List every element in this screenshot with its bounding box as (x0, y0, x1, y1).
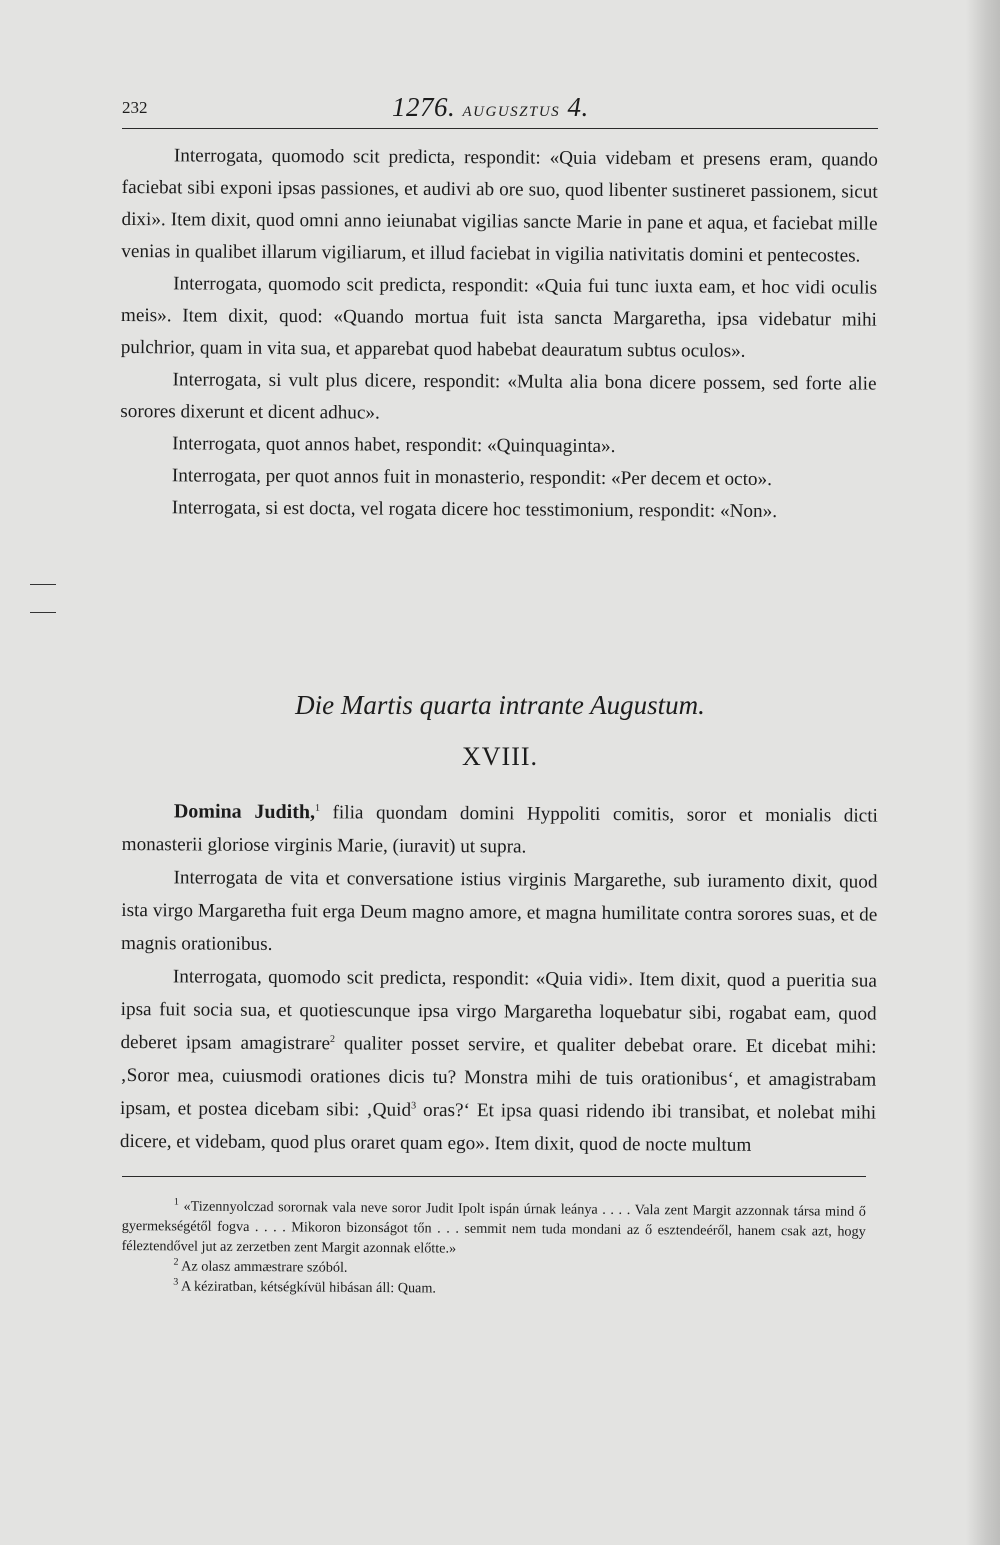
footnote-ref: 1 (315, 802, 321, 814)
running-header (122, 88, 878, 129)
paragraph: Interrogata de vita et conversatione istius virginis Margarethe, sub iuramento dixit, quod ista virgo Margaretha fuit erga Deum magno amore, et magna humilitate contra sorores suas, et de magnis orationibus. (121, 867, 878, 955)
section-date-heading: Die Martis quarta intrante Augustum. (295, 690, 705, 720)
scan-edge-shadow (966, 0, 1000, 1545)
page-number: 232 (122, 98, 148, 117)
footnote-ref: 3 (411, 1100, 417, 1112)
witness-name: Domina Judith, (173, 800, 316, 824)
paragraph-part: qualiter posset servire, et qualiter debebat orare. Et dicebat mihi: ‚Soror mea, cuiusmodi orationes dicis tu? Monstra mihi de tuis orationibus‘, et amagistrabam ipsam, et postea dicebam sibi: ‚Quid (120, 1033, 877, 1121)
paragraph: Interrogata, quomodo scit predicta, respondit: «Quia videbam et presens eram, quando faciebat sibi exponi ipsas passiones, et audivi ab ore suo, quod libenter sustineret passionem, sicut dixi». Item dixit, quod omni anno ieiunabat vigilias sancte Marie in pane et aqua, et faciebat mille venias in qualibet illarum vigiliarum, et illud faciebat in vigilia nativitatis domini et pentecostes. (121, 145, 878, 267)
running-head-date (392, 92, 589, 123)
header-day: 4. (567, 92, 589, 122)
testimony-xviii (120, 795, 878, 1163)
footnote-mark: 1 (173, 1196, 179, 1208)
footnote-ref: 2 (329, 1033, 336, 1045)
header-month: AUGUSZTUS (462, 104, 561, 120)
paragraph-part: oras?‘ Et ipsa quasi ridendo ibi transibat, et nolebat mihi dicere, et videbam, quod plus oraret quam ego». Item dixit, quod de nocte multum (119, 1099, 877, 1156)
header-year: 1276. (392, 92, 456, 122)
witness-intro-text: filia quondam domini Hyppoliti comitis, soror et monialis dicti monasterii gloriose virginis Marie, (iuravit) ut supra. (121, 802, 878, 858)
margin-mark (30, 584, 56, 585)
paragraph: Interrogata, quot annos habet, respondit: «Quinquaginta». (172, 433, 616, 458)
margin-mark (30, 612, 56, 613)
witness-intro (122, 795, 878, 866)
footnote-text: Az olasz ammæstrare szóból. (181, 1258, 348, 1276)
footnotes (121, 1196, 866, 1302)
section-number: XVIII. (461, 742, 539, 771)
footnote-mark: 3 (173, 1276, 179, 1288)
footnote-mark: 2 (173, 1256, 179, 1268)
paragraph: Interrogata, per quot annos fuit in monasterio, respondit: «Per decem et octo». (171, 465, 772, 490)
paragraph-part: Interrogata, quomodo scit predicta, respondit: «Quia vidi». Item dixit, quod a pueritia sua ipsa fuit socia sua, et quotiescunque ipsa virgo Margaretha loquebatur sibi, rogabat eam, quod deberet ipsam amagistrare (120, 966, 877, 1055)
footnote (122, 1196, 866, 1262)
paragraph: Interrogata, quomodo scit predicta, respondit: «Quia fui tunc iuxta eam, et hoc vidi oculis meis». Item dixit, quod: «Quando mortua fuit ista sancta Margaretha, ipsa videbatur mihi pulchrior, quam in vita sua, et apparebat quod habebat deauratum subtus oculos». (120, 273, 878, 362)
testimony-continued (120, 140, 878, 529)
paragraph (120, 960, 877, 1163)
footnote-text: «Tizennyolczad sorornak vala neve soror Judit Ipolt ispán úrnak leánya . . . . Vala zent Margit azzonnak társa mind ő gyermekségétől fogva . . . . Mikoron bizonságot tőn . . . semmit nem tuda mondani az ő esztendeéről, hanem csak azt, hogy féleztendővel jut az zerzetben zent Margit azonnak előtte.» (121, 1198, 866, 1257)
footnote-text: A kéziratban, kétségkívül hibásan áll: Quam. (180, 1278, 437, 1297)
paragraph: Interrogata, si est docta, vel rogata dicere hoc tesstimonium, respondit: «Non». (171, 497, 778, 523)
footnote-rule (122, 1176, 866, 1177)
paragraph: Interrogata, si vult plus dicere, respondit: «Multa alia bona dicere possem, sed forte alie sorores dixerunt et dicent adhuc». (120, 369, 877, 424)
